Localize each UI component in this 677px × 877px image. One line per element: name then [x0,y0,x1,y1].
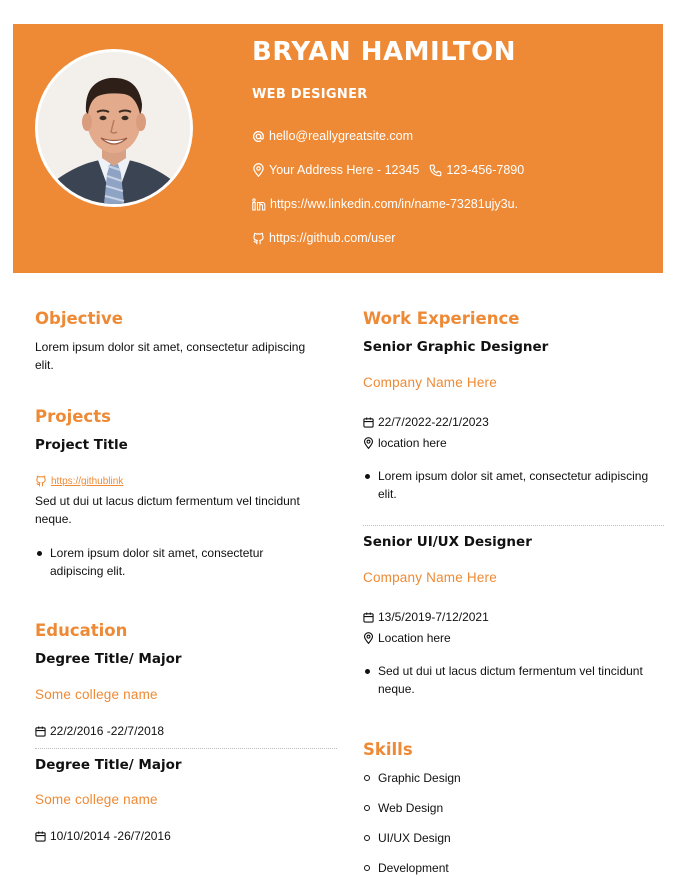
profile-photo-illustration [38,52,190,204]
job-bullet-1: Lorem ipsum dolor sit amet, consectetur adipiscing elit. [363,468,658,503]
calendar-icon [35,726,46,737]
projects-heading: Projects [35,407,111,426]
job-dates-1: 22/7/2022-22/1/2023 [378,415,489,429]
candidate-name: BRYAN HAMILTON [252,37,516,67]
github-link[interactable]: https://github.com/user [269,231,396,245]
job-dates-row-1 [363,414,489,430]
profile-photo-frame [35,49,193,207]
work-experience-heading: Work Experience [363,309,520,328]
skill-item: Web Design [363,800,443,816]
phone-icon [429,164,442,177]
location-pin-icon [363,632,374,644]
job-title: WEB DESIGNER [252,87,368,102]
github-icon [35,475,47,487]
company-name-2: Company Name Here [363,570,497,585]
company-name-1: Company Name Here [363,375,497,390]
education-dates-row-2 [35,828,171,844]
job-role-1: Senior Graphic Designer [363,339,549,355]
education-dates-2: 10/10/2014 -26/7/2016 [50,829,171,843]
location-pin-icon [252,163,265,177]
address-text: Your Address Here - 12345 [269,163,420,177]
project-title: Project Title [35,437,128,453]
project-description: Sed ut dui ut lacus dictum fermentum vel tincidunt neque. [35,494,300,526]
github-row [252,229,395,247]
skill-item: Development [363,860,449,876]
project-link[interactable]: https://githublink [51,475,124,487]
profile-photo [38,52,190,204]
github-icon [252,232,265,245]
education-dates-1: 22/2/2016 -22/7/2018 [50,724,165,738]
linkedin-icon [252,198,266,211]
education-school-1: Some college name [35,687,158,702]
linkedin-link[interactable]: https://ww.linkedin.com/in/name-73281ujy3u. [270,197,519,211]
email-row [252,127,413,145]
education-dates-row-1 [35,723,164,739]
job-dates-row-2 [363,609,489,625]
job-location-1: location here [378,436,447,450]
education-school-2: Some college name [35,792,158,807]
linkedin-row [252,195,518,213]
job-dates-2: 13/5/2019-7/12/2021 [378,610,489,624]
job-location-row-1 [363,435,447,451]
job-location-2: Location here [378,631,451,645]
education-divider [35,748,337,749]
objective-heading: Objective [35,309,123,328]
skills-heading: Skills [363,740,413,759]
resume-header [13,24,663,273]
phone-text[interactable]: 123-456-7890 [446,163,525,177]
project-link-row [35,474,123,488]
job-location-row-2 [363,630,451,646]
education-degree-1: Degree Title/ Major [35,651,182,667]
calendar-icon [35,831,46,842]
skill-item: UI/UX Design [363,830,451,846]
experience-divider [363,525,664,526]
location-pin-icon [363,437,374,449]
objective-text: Lorem ipsum dolor sit amet, consectetur adipiscing elit. [35,340,306,372]
education-heading: Education [35,621,128,640]
education-degree-2: Degree Title/ Major [35,757,182,773]
email-link[interactable]: hello@reallygreatsite.com [269,129,414,143]
address-phone-row [252,161,524,179]
calendar-icon [363,612,374,623]
calendar-icon [363,417,374,428]
skill-item: Graphic Design [363,770,461,786]
job-bullet-2: Sed ut dui ut lacus dictum fermentum vel tincidunt neque. [363,663,658,698]
at-icon [252,130,265,143]
job-role-2: Senior UI/UX Designer [363,534,532,550]
project-bullet: Lorem ipsum dolor sit amet, consectetur adipiscing elit. [35,545,315,580]
